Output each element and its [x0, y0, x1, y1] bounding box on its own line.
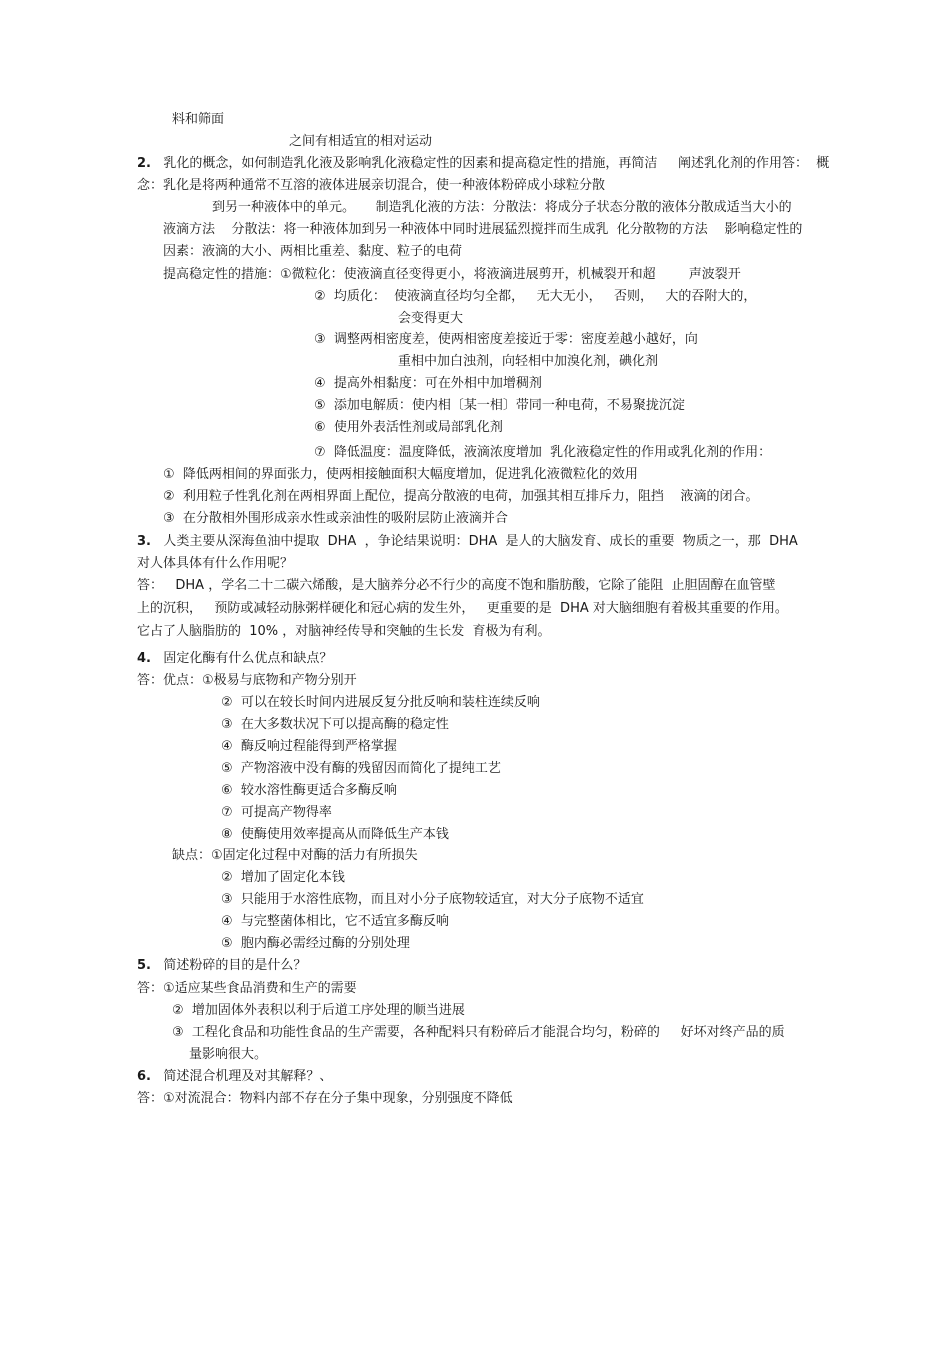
- list-item: ③ 调整两相密度差，使两相密度差接近于零：密度差越小越好，向: [314, 332, 698, 347]
- list-item: ⑥ 使用外表活性剂或局部乳化剂: [314, 420, 503, 435]
- answer-line: 答：①适应某些食品消费和生产的需要: [137, 981, 357, 996]
- question-2-heading: 2. 乳化的概念，如何制造乳化液及影响乳化液稳定性的因素和提高稳定性的措施，再简洁 阐述乳化剂的作用答： 概: [137, 156, 830, 171]
- list-item: ⑧ 使酶使用效率提高从而降低生产本钱: [221, 827, 449, 842]
- text-line: 对人体具体有什么作用呢？: [137, 556, 294, 571]
- text-line: 缺点：①固定化过程中对酶的活力有所损失: [172, 848, 418, 863]
- list-item: ④ 提高外相黏度：可在外相中加增稠剂: [314, 376, 542, 391]
- list-item: ② 增加固体外表积以利于后道工序处理的顺当进展: [172, 1003, 465, 1018]
- list-item: ② 均质化： 使液滴直径均匀全都， 无大无小， 否则， 大的吞附大的，: [314, 289, 757, 304]
- text-line: 它占了人脑脂肪的 10% ，对脑神经传导和突触的生长发 育极为有利。: [137, 624, 551, 639]
- list-item: ③ 在分散相外围形成亲水性或亲油性的吸附层防止液滴并合: [163, 511, 508, 526]
- answer-line: 答：优点：①极易与底物和产物分别开: [137, 673, 357, 688]
- list-item: ③ 在大多数状况下可以提高酶的稳定性: [221, 717, 449, 732]
- list-item: ④ 与完整菌体相比，它不适宜多酶反响: [221, 914, 449, 929]
- text-line: 到另一种液体中的单元。 制造乳化液的方法：分散法：将成分子状态分散的液体分散成适当大小的: [212, 200, 792, 215]
- list-item: ② 增加了固定化本钱: [221, 870, 345, 885]
- question-number: 2.: [137, 156, 151, 171]
- list-item: ⑤ 产物溶液中没有酶的残留因而简化了提纯工艺: [221, 761, 501, 776]
- answer-line: 答： DHA ，学名二十二碳六烯酸，是大脑养分必不行少的高度不饱和脂肪酸，它除了能阻 止胆固醇在血管壁: [137, 578, 776, 593]
- text-line: 液滴方法 分散法：将一种液体加到另一种液体中同时进展猛烈搅拌而生成乳 化分散物的方法 影响稳定性的: [163, 222, 803, 237]
- list-item: ④ 酶反响过程能得到严格掌握: [221, 739, 397, 754]
- list-item: ② 利用粒子性乳化剂在两相界面上配位，提高分散液的电荷，加强其相互排斥力，阻挡 液滴的闭合。: [163, 489, 759, 504]
- text-line: 上的沉积， 预防或减轻动脉粥样硬化和冠心病的发生外， 更重要的是 DHA 对大脑细胞有着极其重要的作用。: [137, 601, 788, 616]
- question-5-heading: 5. 简述粉碎的目的是什么？: [137, 958, 307, 973]
- text-line: 因素：液滴的大小、两相比重差、黏度、粒子的电荷: [163, 244, 463, 259]
- question-number: 5.: [137, 958, 151, 973]
- list-item: ③ 只能用于水溶性底物，而且对小分子底物较适宜，对大分子底物不适宜: [221, 892, 644, 907]
- text-line: 念：乳化是将两种通常不互溶的液体进展亲切混合，使一种液体粉碎成小球粒分散: [137, 178, 606, 193]
- question-4-heading: 4. 固定化酶有什么优点和缺点？: [137, 651, 333, 666]
- list-item: ③ 工程化食品和功能性食品的生产需要，各种配料只有粉碎后才能混合均匀，粉碎的 好坏对终产品的质: [172, 1025, 785, 1040]
- text-line: 之间有相适宜的相对运动: [289, 134, 433, 149]
- question-6-heading: 6. 简述混合机理及对其解释？、: [137, 1069, 333, 1084]
- text-line: 会变得更大: [398, 311, 464, 326]
- list-item: ⑤ 胞内酶必需经过酶的分别处理: [221, 936, 410, 951]
- question-number: 3.: [137, 534, 151, 549]
- question-number: 4.: [137, 651, 151, 666]
- list-item: ② 可以在较长时间内进展反复分批反响和装柱连续反响: [221, 695, 540, 710]
- list-item: ⑦ 降低温度：温度降低，液滴浓度增加 乳化液稳定性的作用或乳化剂的作用：: [314, 445, 772, 460]
- text-line: 量影响很大。: [189, 1047, 268, 1062]
- question-3-heading: 3. 人类主要从深海鱼油中提取 DHA ，争论结果说明：DHA 是人的大脑发育、成长的重要 物质之一，那 DHA: [137, 534, 798, 549]
- list-item: ⑦ 可提高产物得率: [221, 805, 332, 820]
- text-line: 料和筛面: [172, 112, 225, 127]
- text-line: 提高稳定性的措施：①微粒化：使液滴直径变得更小，将液滴进展剪开，机械裂开和超 声波裂开: [163, 267, 741, 282]
- list-item: ① 降低两相间的界面张力，使两相接触面积大幅度增加，促进乳化液微粒化的效用: [163, 467, 638, 482]
- answer-line: 答：①对流混合：物料内部不存在分子集中现象，分别强度不降低: [137, 1091, 513, 1106]
- list-item: ⑥ 较水溶性酶更适合多酶反响: [221, 783, 397, 798]
- text-line: 重相中加白浊剂，向轻相中加溴化剂，碘化剂: [398, 354, 659, 369]
- question-number: 6.: [137, 1069, 151, 1084]
- list-item: ⑤ 添加电解质：使内相〔某一相〕带同一种电荷，不易聚拢沉淀: [314, 398, 685, 413]
